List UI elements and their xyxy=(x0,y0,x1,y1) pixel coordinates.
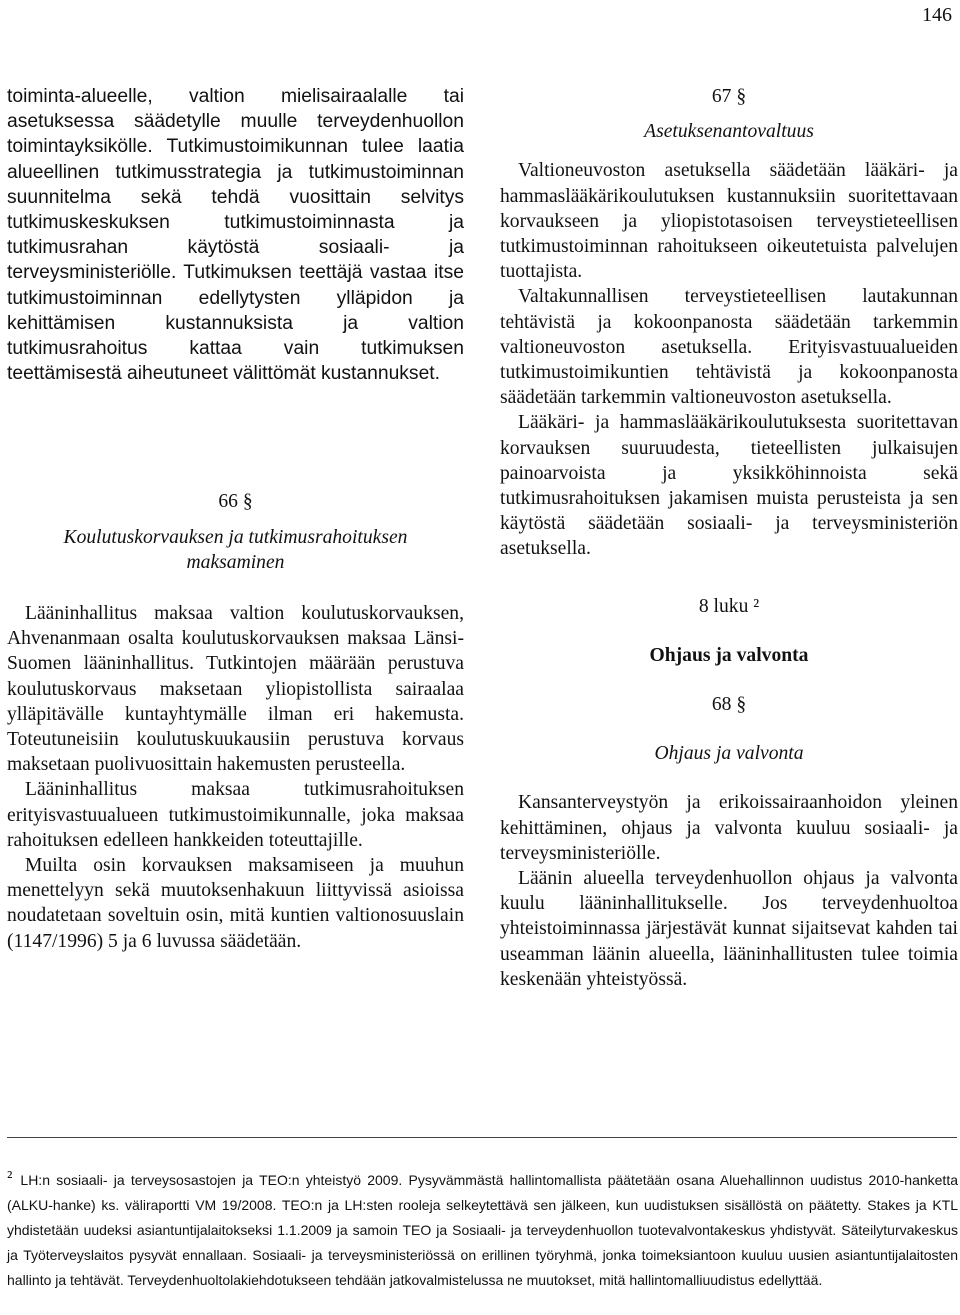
footnote xyxy=(7,1165,958,1293)
right-column xyxy=(500,84,958,992)
section-title: Asetuksenantovaltuus xyxy=(644,121,814,143)
section-title: Koulutuskorvauksen ja tutkimusrahoituksen maksaminen xyxy=(63,526,408,573)
chapter-number: 8 luku ² xyxy=(698,595,760,617)
section-title: Ohjaus ja valvonta xyxy=(654,743,804,765)
body-paragraph: Lääninhallitus maksaa valtion koulutuskorvauksen, Ahvenanmaan osalta koulutuskorvauksen maksaa Länsi-Suomen lääninhallitus. Tutkintojen määrään perustuva koulutuskorvaus maksetaan yliopistollista sairaalaa ylläpitävälle kuntayhtymälle ilman eri hakemusta. Toteutuneisiin koulutuskuukausiin perustuva korvaus maksetaan puolivuosittain hakemusten perusteella. xyxy=(7,603,464,776)
body-paragraph: Valtioneuvoston asetuksella säädetään lääkäri- ja hammaslääkärikoulutuksen kustannuksiin suoritettavaan korvaukseen ja yliopistotasoisen terveystieteellisen tutkimustoiminnan rahoitukseen oikeutetuista palvelujen tuottajista. xyxy=(500,160,958,283)
footnote-divider xyxy=(7,1137,957,1138)
footnote-marker: ² xyxy=(7,1167,13,1187)
body-paragraph: Lääkäri- ja hammaslääkärikoulutuksesta suoritettavan korvauksen suuruudesta, tieteellisten julkaisujen painoarvoista ja yksikköhinnoista sekä tutkimusrahoituksen jakamisen muista perusteista ja sen käytöstä säädetään sosiaali- ja terveysministeriön asetuksella. xyxy=(500,412,958,560)
chapter-title: Ohjaus ja valvonta xyxy=(649,644,809,666)
body-paragraph: toiminta-alueelle, valtion mielisairaalalle tai asetuksessa säädetylle muulle terveydenhuollon toimintayksikölle. Tutkimustoimikunnan tulee laatia alueellinen tutkimusstrategia ja tutkimustoiminnan suunnitelma sekä tehdä vuosittain selvitys tutkimuskeskuksen tutkimustoiminnasta ja tutkimusrahan käytöstä sosiaali- ja terveysministeriölle. Tutkimuksen teettäjä vastaa itse tutkimustoiminnan edellytysten ylläpidon ja kehittämisen kustannuksista ja valtion tutkimusrahoitus kattaa vain tutkimuksen teettämisestä aiheutuneet välittömät kustannukset. xyxy=(7,86,464,385)
body-paragraph: Lääninhallitus maksaa tutkimusrahoituksen erityisvastuualueen tutkimustoimikunnalle, joka maksaa rahoituksen edelleen hankkeiden toteuttajille. xyxy=(7,779,464,851)
section-number: 67 § xyxy=(711,86,747,107)
body-paragraph: Läänin alueella terveydenhuollon ohjaus ja valvonta kuulu lääninhallitukselle. Jos terveydenhuoltoa yhteistoiminnassa järjestävät kunnat sijaitsevat kahden tai useamman läänin alueella, lääninhallitusten tulee toimia keskenään yhteistyössä. xyxy=(500,868,958,990)
page-number: 146 xyxy=(922,4,952,26)
section-number: 68 § xyxy=(711,694,747,716)
left-column xyxy=(7,84,464,954)
body-paragraph: Kansanterveystyön ja erikoissairaanhoidon yleinen kehittäminen, ohjaus ja valvonta kuuluu sosiaali- ja terveysministeriölle. xyxy=(500,792,958,864)
body-paragraph: Valtakunnallisen terveystieteellisen lautakunnan tehtävistä ja kokoonpanosta säädetään tarkemmin valtioneuvoston asetuksella. Erityisvastuualueiden tutkimustoimikuntien tehtävistä ja kokoonpanosta säädetään tarkemmin valtioneuvoston asetuksella. xyxy=(500,286,958,409)
section-number: 66 § xyxy=(218,491,253,513)
body-paragraph: Muilta osin korvauksen maksamiseen ja muuhun menettelyyn sekä muutoksenhakuun liittyvissä asioissa noudatetaan soveltuin osin, mitä kuntien valtionosuuslain (1147/1996) 5 ja 6 luvussa säädetään. xyxy=(7,855,464,952)
footnote-text: LH:n sosiaali- ja terveysosastojen ja TEO:n yhteistyö 2009. Pysyvämmästä hallintomallista päätetään osana Aluehallinnon uudistus 2010-hanketta (ALKU-hanke) ks. väliraportti VM 19/2008. TEO:n ja LH:sten rooleja selkeytettävä sen jälkeen, kun uudistuksen sisällöstä on päätetty. Stakes ja KTL yhdistetään uudeksi asiantuntijalaitokseksi 1.1.2009 ja samoin TEO ja Sosiaali- ja terveydenhuollon tuotevalvontakeskus yhdistyvät. Säteilyturvakeskus ja Työterveyslaitos pysyvät ennallaan. Sosiaali- ja terveysministeriössä on erillinen työryhmä, jonka toimeksiantoon kuuluu uusien asiantuntijalaitosten hallinto ja tehtävät. Terveydenhuoltolakiehdotukseen tehdään jatkovalmistelussa ne muutokset, mitä hallintomalliuudistus edellyttää. xyxy=(7,1172,958,1288)
